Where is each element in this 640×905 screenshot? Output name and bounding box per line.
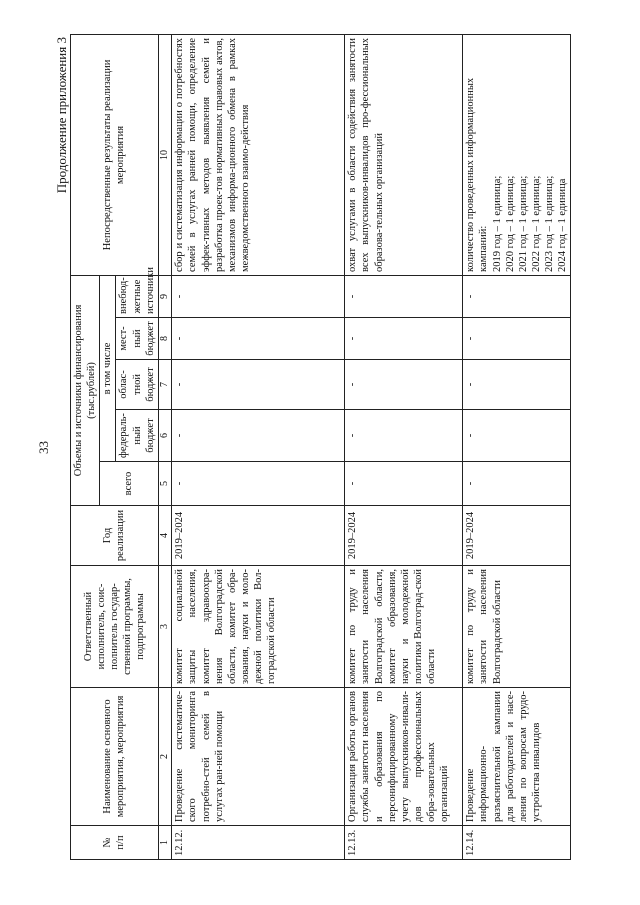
row-number: 12.13. — [345, 826, 463, 860]
header-executor: Ответственный исполнитель, соис-полнитель государ-ственной программы, подпрограммы — [71, 566, 159, 688]
column-number: 8 — [158, 318, 172, 360]
local-value: - — [463, 318, 571, 360]
column-number: 9 — [158, 275, 172, 317]
header-including: в том числе — [100, 275, 116, 461]
header-total: всего — [100, 462, 159, 506]
result-line: 2020 год – 1 единица; — [504, 175, 516, 272]
executor: комитет по труду и занятости населения Волгоградской области — [463, 566, 571, 688]
header-number: № п/п — [71, 826, 159, 860]
result-line: количество проведенных информационных кампаний: — [465, 77, 490, 272]
result-line: 2022 год – 1 единица; — [530, 175, 542, 272]
column-number: 7 — [158, 360, 172, 410]
result-text: охват услугами в области содействия занятости всех выпускников-инвалидов про-фессиональных образова-тельных организаций — [345, 34, 463, 275]
table-row — [345, 34, 463, 859]
extrabudgetary-value: - — [172, 275, 345, 317]
executor: комитет по труду и занятости населения Волгоградской области, комитет образования, науки и молодежной политики Волгоград-ской области — [345, 566, 463, 688]
local-value: - — [345, 318, 463, 360]
column-number: 3 — [158, 566, 172, 688]
document-page — [30, 35, 570, 860]
column-number: 2 — [158, 688, 172, 826]
extrabudgetary-value: - — [463, 275, 571, 317]
column-number: 4 — [158, 506, 172, 566]
local-value: - — [172, 318, 345, 360]
table-row — [463, 34, 571, 859]
header-financing: Объемы и источники финансирования (тыс.рублей) — [71, 275, 100, 505]
federal-value: - — [172, 410, 345, 462]
measure-name: Проведение систематиче-ского мониторинга потребно-стей семей в услугах ран-ней помощи — [172, 688, 345, 826]
row-number: 12.14. — [463, 826, 571, 860]
measures-table — [70, 34, 571, 860]
column-number: 6 — [158, 410, 172, 462]
header-year: Год реализации — [71, 506, 159, 566]
page-number: 33 — [36, 441, 51, 454]
regional-value: - — [172, 360, 345, 410]
total-value: - — [463, 462, 571, 506]
row-number: 12.12. — [172, 826, 345, 860]
table-row — [172, 34, 345, 859]
result-list — [463, 34, 571, 275]
header-results: Непосредственные результаты реализации мероприятия — [71, 34, 159, 275]
result-text: сбор и систематизация информации о потребностях семей в услугах ранней помощи, определение эффек-тивных методов выявления семей и разработка проек-тов нормативных правовых актов, механизмов информа-ционного обмена в рамках межведомственного взаимо-действия — [172, 34, 345, 275]
extrabudgetary-value: - — [345, 275, 463, 317]
appendix-continuation-label: Продолжение приложения 3 — [54, 37, 69, 194]
header-federal-budget: федераль-ный бюджет — [116, 410, 158, 462]
year-range: 2019–2024 — [345, 506, 463, 566]
result-line: 2024 год – 1 единица — [557, 178, 569, 272]
year-range: 2019–2024 — [463, 506, 571, 566]
measure-name: Проведение информационно-разъяснительной кампании для работодателей и насе-ления по вопросам трудо-устройства инвалидов — [463, 688, 571, 826]
result-line: 2021 год – 1 единица; — [517, 175, 529, 272]
federal-value: - — [345, 410, 463, 462]
regional-value: - — [463, 360, 571, 410]
total-value: - — [172, 462, 345, 506]
header-regional-budget: облас-тной бюджет — [116, 360, 158, 410]
federal-value: - — [463, 410, 571, 462]
year-range: 2019–2024 — [172, 506, 345, 566]
result-line: 2023 год – 1 единица; — [544, 175, 555, 272]
header-local-budget: мест-ный бюджет — [116, 318, 158, 360]
measure-name: Организация работы органов службы занятости населения и образования по персонифицированному учету выпускников-инвали-дов профессиональных обра-зовательных организаций — [345, 688, 463, 826]
header-measure-name: Наименование основного мероприятия, мероприятия — [71, 688, 159, 826]
column-number: 5 — [158, 462, 172, 506]
regional-value: - — [345, 360, 463, 410]
column-number: 1 — [158, 826, 172, 860]
column-number: 10 — [158, 34, 172, 275]
total-value: - — [345, 462, 463, 506]
header-extrabudgetary: внебюд-жетные источники — [116, 275, 158, 317]
executor: комитет социальной защиты населения, комитет здравоохра-нения Волгоградской области, комитет обра-зования, науки и моло-дежной политики Вол-гоградской области — [172, 566, 345, 688]
result-line: 2019 год – 1 единица; — [491, 175, 503, 272]
